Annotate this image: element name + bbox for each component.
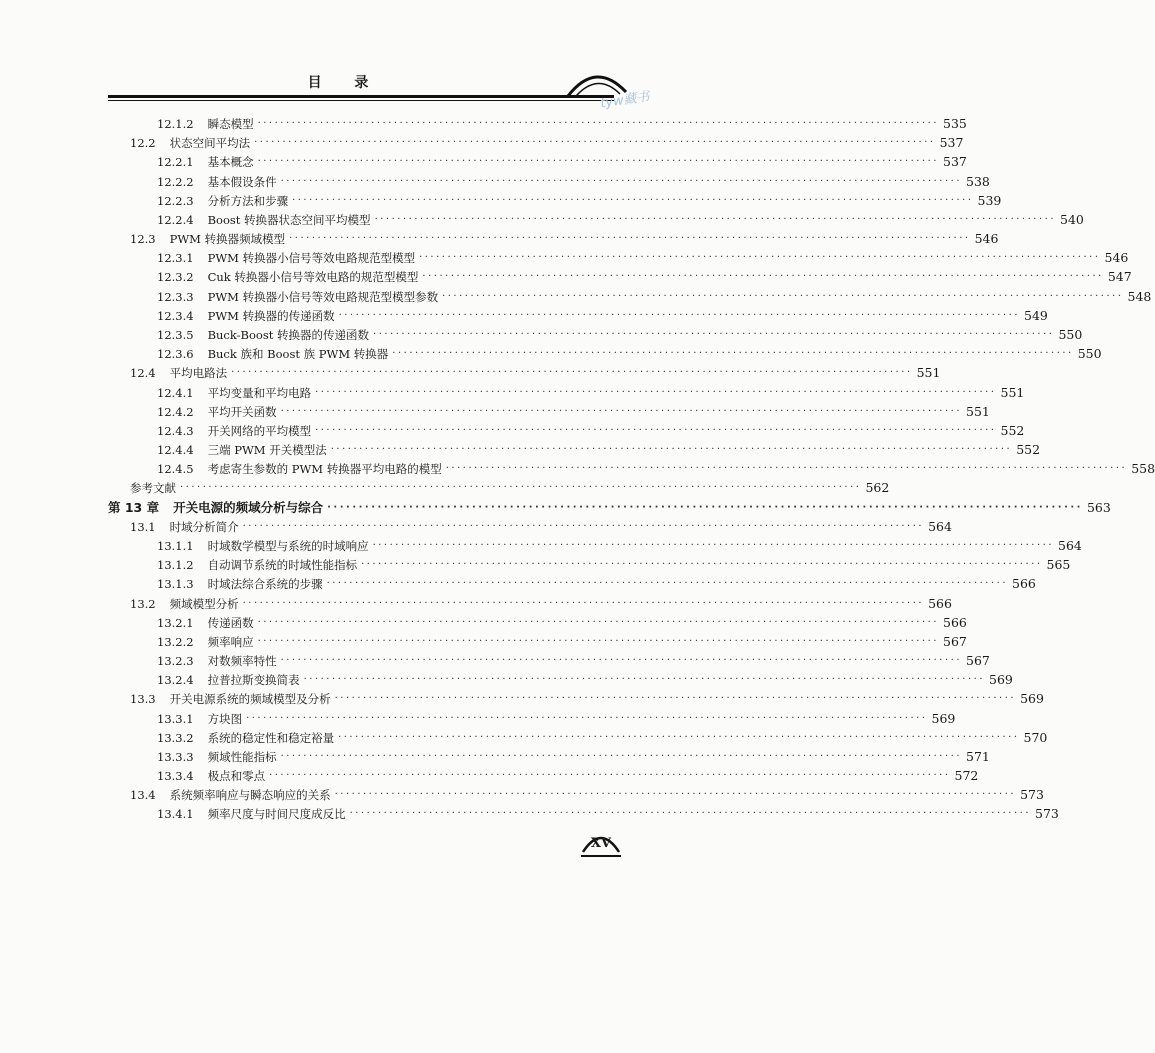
entry-page-number: 562	[865, 480, 890, 496]
entry-number: 13.1.2	[157, 558, 194, 573]
entry-number: 12.3.2	[157, 270, 194, 285]
subsection-entry	[157, 651, 990, 669]
entry-page-number: 537	[943, 154, 967, 170]
dot-leader: ························································································································	[445, 463, 1128, 475]
entry-number: 13.1.3	[157, 577, 194, 592]
entry-title: 参考文献	[130, 481, 176, 496]
reference-entry	[130, 478, 890, 496]
entry-title: PWM 转换器小信号等效电路规范型模型参数	[207, 289, 439, 304]
entry-page-number: 540	[1060, 211, 1084, 227]
entry-title: 方块图	[207, 711, 243, 726]
dot-leader: ························································································································	[257, 118, 940, 129]
entry-title: 自动调节系统的时域性能指标	[207, 558, 358, 573]
entry-title: 频率响应	[207, 634, 254, 649]
entry-page-number: 551	[916, 365, 941, 381]
entry-page-number: 573	[1020, 787, 1044, 803]
entry-number: 12.4.5	[157, 462, 194, 477]
entry-number: 12.4.1	[157, 385, 194, 400]
section-entry	[130, 517, 952, 535]
dot-leader: ························································································································	[289, 233, 971, 245]
dot-leader: ························································································································	[280, 175, 963, 187]
entry-number: 13.2	[130, 596, 156, 611]
entry-title: Cuk 转换器小信号等效电路的规范型模型	[207, 270, 419, 285]
entry-title: 三端 PWM 开关模型法	[207, 443, 327, 458]
entry-number: 12.2	[130, 136, 156, 151]
dot-leader: ························································································································	[392, 348, 1074, 360]
entry-title: 系统频率响应与瞬态响应的关系	[169, 788, 331, 803]
dot-leader: ························································································································	[373, 328, 1055, 340]
dot-leader: ························································································································	[372, 539, 1055, 551]
header-rule-thin	[108, 100, 614, 101]
subsection-entry	[157, 459, 1155, 477]
subsection-entry	[157, 574, 1036, 592]
dot-leader: ························································································································	[442, 290, 1124, 302]
entry-title: 频域性能指标	[207, 749, 277, 764]
entry-number: 13.4.1	[157, 807, 194, 822]
dot-leader: ························································································································	[246, 712, 928, 724]
entry-page-number: 551	[1000, 384, 1025, 400]
entry-title: PWM 转换器的传递函数	[207, 308, 335, 323]
entry-page-number: 550	[1058, 326, 1083, 342]
dot-leader: ························································································································	[257, 156, 940, 168]
subsection-entry	[157, 440, 1041, 458]
entry-page-number: 546	[974, 231, 999, 247]
entry-page-number: 573	[1035, 806, 1059, 822]
subsection-entry	[157, 632, 967, 650]
dot-leader: ························································································································	[280, 405, 963, 417]
header-rule	[108, 95, 614, 98]
dot-leader: ························································································································	[280, 750, 963, 762]
entry-number: 13.3.1	[157, 711, 194, 726]
entry-page-number: 564	[1058, 537, 1082, 553]
subsection-entry	[157, 747, 990, 765]
entry-page-number: 564	[928, 518, 952, 534]
entry-number: 13.2.3	[157, 654, 194, 669]
entry-title: 频域模型分析	[169, 596, 239, 611]
entry-page-number: 563	[1086, 499, 1111, 515]
subsection-entry	[157, 613, 967, 631]
section-entry	[130, 229, 999, 247]
entry-page-number: 547	[1107, 269, 1132, 285]
entry-page-number: 567	[943, 633, 967, 649]
entry-title: 极点和零点	[207, 769, 266, 784]
dot-leader: ························································································································	[349, 808, 1032, 820]
entry-title: 系统的稳定性和稳定裕量	[207, 730, 335, 745]
entry-number: 13.1	[130, 519, 156, 534]
entry-page-number: 570	[1023, 729, 1048, 745]
entry-number: 12.3.3	[157, 289, 194, 304]
subsection-entry	[157, 172, 990, 190]
entry-page-number: 550	[1077, 346, 1102, 362]
dot-leader: ························································································································	[269, 770, 951, 782]
subsection-entry	[157, 325, 1083, 343]
subsection-entry	[157, 344, 1102, 362]
entry-number: 13.3.4	[157, 769, 194, 784]
entry-number: 13.2.1	[157, 615, 194, 630]
entry-number: 13.1.1	[157, 538, 194, 553]
subsection-entry	[157, 248, 1129, 266]
dot-leader: ························································································································	[374, 213, 1057, 225]
entry-number: 12.2.4	[157, 212, 194, 227]
entry-page-number: 572	[954, 768, 979, 784]
dot-leader: ························································································································	[361, 559, 1043, 571]
entry-number: 12.4.3	[157, 423, 194, 438]
entry-number: 12.2.2	[157, 174, 194, 189]
entry-number: 12.4.2	[157, 404, 194, 419]
subsection-entry	[157, 306, 1048, 324]
entry-title: Buck-Boost 转换器的传递函数	[207, 327, 370, 342]
subsection-entry	[157, 555, 1071, 573]
entry-title: 瞬态模型	[207, 117, 254, 131]
entry-title: 拉普拉斯变换简表	[207, 673, 300, 688]
subsection-entry	[157, 402, 990, 420]
section-entry	[130, 689, 1044, 707]
dot-leader: ························································································································	[315, 424, 997, 436]
entry-number: 13.2.2	[157, 634, 194, 649]
chapter-entry	[108, 498, 1111, 516]
entry-page-number: 548	[1127, 288, 1152, 304]
page-number: XV	[590, 836, 612, 851]
entry-page-number: 537	[939, 135, 964, 151]
subsection-entry	[157, 287, 1152, 305]
entry-title: 平均变量和平均电路	[207, 385, 312, 400]
dot-leader: ························································································································	[334, 693, 1017, 705]
entry-title: 分析方法和步骤	[207, 193, 289, 208]
entry-page-number: 546	[1104, 250, 1129, 266]
entry-title: 基本概念	[207, 155, 254, 170]
entry-number: 12.3.6	[157, 347, 194, 362]
entry-title: 开关电源系统的频域模型及分析	[169, 692, 331, 707]
dot-leader: ························································································································	[257, 616, 940, 628]
dot-leader: ························································································································	[292, 194, 974, 206]
entry-number: 第 13 章	[108, 499, 160, 515]
dot-leader: ························································································································	[334, 789, 1017, 801]
entry-title: 时域法综合系统的步骤	[207, 577, 323, 592]
dot-leader: ························································································································	[242, 597, 925, 609]
dot-leader: ························································································································	[422, 271, 1104, 283]
entry-page-number: 567	[966, 653, 990, 669]
entry-page-number: 551	[966, 403, 990, 419]
dot-leader: ························································································································	[315, 386, 997, 398]
entry-page-number: 569	[989, 672, 1013, 688]
entry-page-number: 552	[1016, 442, 1041, 458]
dot-leader: ························································································································	[180, 482, 862, 494]
entry-number: 12.3.1	[157, 251, 194, 266]
dot-leader: ························································································································	[257, 635, 940, 647]
entry-title: 平均电路法	[169, 366, 228, 381]
subsection-entry	[157, 728, 1048, 746]
entry-title: Boost 转换器状态空间平均模型	[207, 212, 371, 227]
entry-title: 传递函数	[207, 615, 254, 630]
entry-title: PWM 转换器频域模型	[169, 232, 286, 247]
entry-title: Buck 族和 Boost 族 PWM 转换器	[207, 347, 389, 362]
dot-leader: ························································································································	[242, 520, 925, 532]
dot-leader: ························································································································	[254, 137, 936, 149]
subsection-entry	[157, 191, 1002, 209]
page-header-title: 目 录	[307, 75, 383, 91]
entry-page-number: 538	[966, 173, 990, 189]
entry-title: 基本假设条件	[207, 174, 277, 189]
entry-number: 12.1.2	[157, 117, 194, 131]
subsection-entry	[157, 709, 956, 727]
entry-number: 13.4	[130, 788, 156, 803]
dot-leader: ························································································································	[327, 501, 1083, 513]
entry-number: 12.4.4	[157, 443, 194, 458]
entry-page-number: 558	[1131, 461, 1155, 477]
section-entry	[130, 594, 952, 612]
dot-leader: ························································································································	[338, 309, 1021, 321]
entry-page-number: 569	[1020, 691, 1044, 707]
entry-page-number: 566	[943, 614, 967, 630]
entry-page-number: 565	[1046, 557, 1071, 573]
entry-page-number: 569	[931, 710, 956, 726]
entry-number: 13.3.3	[157, 749, 194, 764]
entry-number: 13.3.2	[157, 730, 194, 745]
entry-number: 12.4	[130, 366, 156, 381]
entry-page-number: 566	[1012, 576, 1036, 592]
entry-number: 12.2.3	[157, 193, 194, 208]
dot-leader: ························································································································	[330, 444, 1013, 456]
entry-title: 时域数学模型与系统的时域响应	[207, 538, 369, 553]
section-entry	[130, 785, 1044, 803]
dot-leader: ························································································································	[303, 674, 986, 686]
entry-number: 12.3.5	[157, 327, 194, 342]
entry-page-number: 566	[928, 595, 952, 611]
entry-page-number: 549	[1024, 307, 1048, 323]
watermark: tyw藏书	[599, 89, 651, 112]
entry-title: 对数频率特性	[207, 654, 277, 669]
subsection-entry	[157, 383, 1025, 401]
entry-title: 平均开关函数	[207, 404, 277, 419]
subsection-entry	[157, 536, 1082, 554]
subsection-entry	[157, 804, 1059, 822]
subsection-entry	[157, 766, 979, 784]
entry-number: 12.3	[130, 232, 156, 247]
entry-number: 12.3.4	[157, 308, 194, 323]
entry-title: PWM 转换器小信号等效电路规范型模型	[207, 251, 416, 266]
subsection-entry	[157, 152, 967, 170]
entry-title: 频率尺度与时间尺度成反比	[207, 807, 346, 822]
subsection-entry	[157, 421, 1025, 439]
section-entry	[130, 363, 941, 381]
subsection-entry	[157, 670, 1013, 688]
dot-leader: ························································································································	[326, 578, 1009, 590]
entry-page-number: 535	[943, 116, 967, 131]
dot-leader: ························································································································	[419, 252, 1101, 264]
entry-number: 12.2.1	[157, 155, 194, 170]
subsection-entry	[157, 267, 1132, 285]
entry-title: 时域分析简介	[169, 519, 239, 534]
dot-leader: ························································································································	[338, 731, 1020, 743]
subsection-entry	[157, 210, 1084, 228]
entry-title: 状态空间平均法	[169, 136, 251, 151]
entry-title: 开关网络的平均模型	[207, 423, 312, 438]
entry-title: 开关电源的频域分析与综合	[173, 499, 324, 515]
entry-title: 考虑寄生参数的 PWM 转换器平均电路的模型	[207, 462, 442, 477]
entry-page-number: 539	[977, 192, 1002, 208]
section-entry	[130, 133, 964, 151]
entry-number: 13.3	[130, 692, 156, 707]
entry-number: 13.2.4	[157, 673, 194, 688]
entry-page-number: 571	[966, 748, 990, 764]
entry-page-number: 552	[1000, 422, 1025, 438]
dot-leader: ························································································································	[280, 655, 963, 667]
dot-leader: ························································································································	[231, 367, 913, 379]
subsection-entry	[157, 114, 967, 132]
